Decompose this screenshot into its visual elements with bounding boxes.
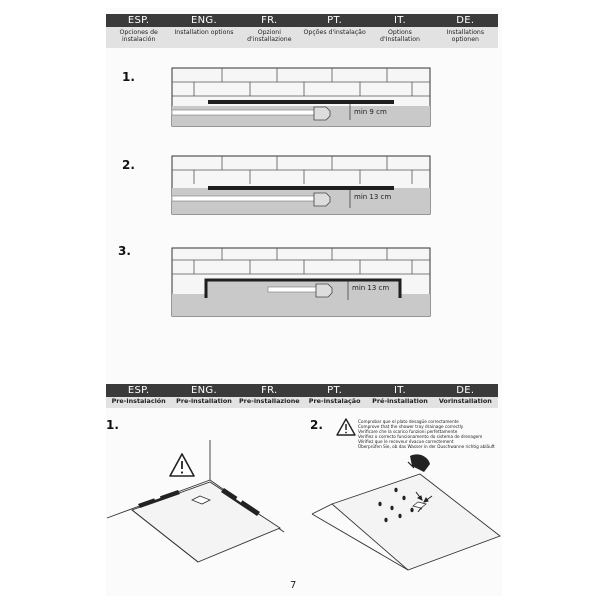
lang-label: Pré-installation	[367, 397, 432, 408]
lang-column-eng	[171, 384, 236, 408]
warning-line: Comprobar que el plato desagüe correctamente	[358, 419, 459, 424]
warning-triangle-icon	[170, 454, 194, 476]
lang-column-it	[367, 14, 432, 48]
page-number: 7	[290, 580, 297, 591]
warning-line: Überprüfen Sie, ob das Wasser in der Duschwanne richtig abläuft	[358, 444, 495, 450]
drain-fitting	[314, 193, 330, 206]
lang-column-pt	[302, 384, 367, 408]
drainage-check-warning	[358, 419, 508, 450]
drain-pipe	[268, 287, 316, 292]
lang-label: Opciones de instalación	[106, 27, 171, 48]
pre-install-step-number: 2.	[310, 418, 323, 432]
option-measure: min 13 cm	[354, 193, 392, 201]
warning-line: Comprove that the shower tray drainage correctly	[358, 424, 464, 430]
option-number: 3.	[118, 244, 131, 258]
option-measure: min 13 cm	[352, 284, 390, 292]
lang-column-it	[367, 384, 432, 408]
lang-label: Opções d'instalação	[302, 27, 367, 48]
warning-line: Verificare che la scarico funzioni perfettamente	[358, 429, 458, 435]
lang-column-esp	[106, 384, 171, 408]
lang-label: Pre-instalación	[106, 397, 171, 408]
lang-label: Opzioni d'installazione	[237, 27, 302, 48]
option-2-diagram	[172, 156, 432, 216]
lang-label: Installations optionen	[433, 27, 498, 48]
warning-line: Verifiez o correcto funcionamento do sistema de drenagem	[358, 434, 483, 440]
lang-column-de	[433, 384, 498, 408]
shower-tray-base	[132, 482, 280, 562]
lang-column-fr	[237, 384, 302, 408]
shower-tray	[208, 100, 394, 104]
lang-column-esp	[106, 14, 171, 48]
lang-code: PT.	[302, 14, 367, 27]
pre-install-step-number: 1.	[106, 418, 119, 432]
lang-label: Options d'Installation	[367, 27, 432, 48]
lang-code: ENG.	[171, 384, 236, 397]
pre-install-step-2-illustration	[304, 452, 504, 572]
lang-label: Vorinstallation	[433, 397, 498, 408]
language-header-pre-installation	[106, 384, 498, 408]
drain-pipe	[172, 196, 314, 201]
floor	[172, 106, 430, 126]
option-3-diagram	[172, 248, 432, 318]
lang-label: Pre-installation	[171, 397, 236, 408]
lang-code: FR.	[237, 384, 302, 397]
water-bucket-icon	[408, 454, 430, 472]
lang-label: Installation options	[171, 27, 236, 48]
lang-code: ENG.	[171, 14, 236, 27]
drain-fitting	[314, 107, 330, 120]
shower-tray	[208, 186, 394, 190]
lang-column-de	[433, 14, 498, 48]
drain-pipe	[172, 110, 314, 115]
option-number: 1.	[122, 70, 135, 84]
warning-line: Vérifiez que le receveur évacue correctement	[358, 439, 454, 445]
option-1-diagram	[172, 68, 432, 128]
lang-label: Pre-instalação	[302, 397, 367, 408]
language-header-installation-options	[106, 14, 498, 48]
lang-label: Pre-installazione	[237, 397, 302, 408]
lang-code: IT.	[367, 384, 432, 397]
lang-column-fr	[237, 14, 302, 48]
lang-code: DE.	[433, 14, 498, 27]
lang-code: ESP.	[106, 384, 171, 397]
lang-code: PT.	[302, 384, 367, 397]
pre-install-step-1-illustration	[102, 440, 302, 570]
drain-fitting	[316, 284, 332, 297]
lang-code: ESP.	[106, 14, 171, 27]
shower-tray-base	[332, 474, 500, 570]
lang-code: FR.	[237, 14, 302, 27]
warning-triangle-icon	[336, 418, 356, 436]
lang-code: IT.	[367, 14, 432, 27]
option-measure: min 9 cm	[354, 108, 387, 116]
lang-code: DE.	[433, 384, 498, 397]
lang-column-eng	[171, 14, 236, 48]
option-number: 2.	[122, 158, 135, 172]
lang-column-pt	[302, 14, 367, 48]
